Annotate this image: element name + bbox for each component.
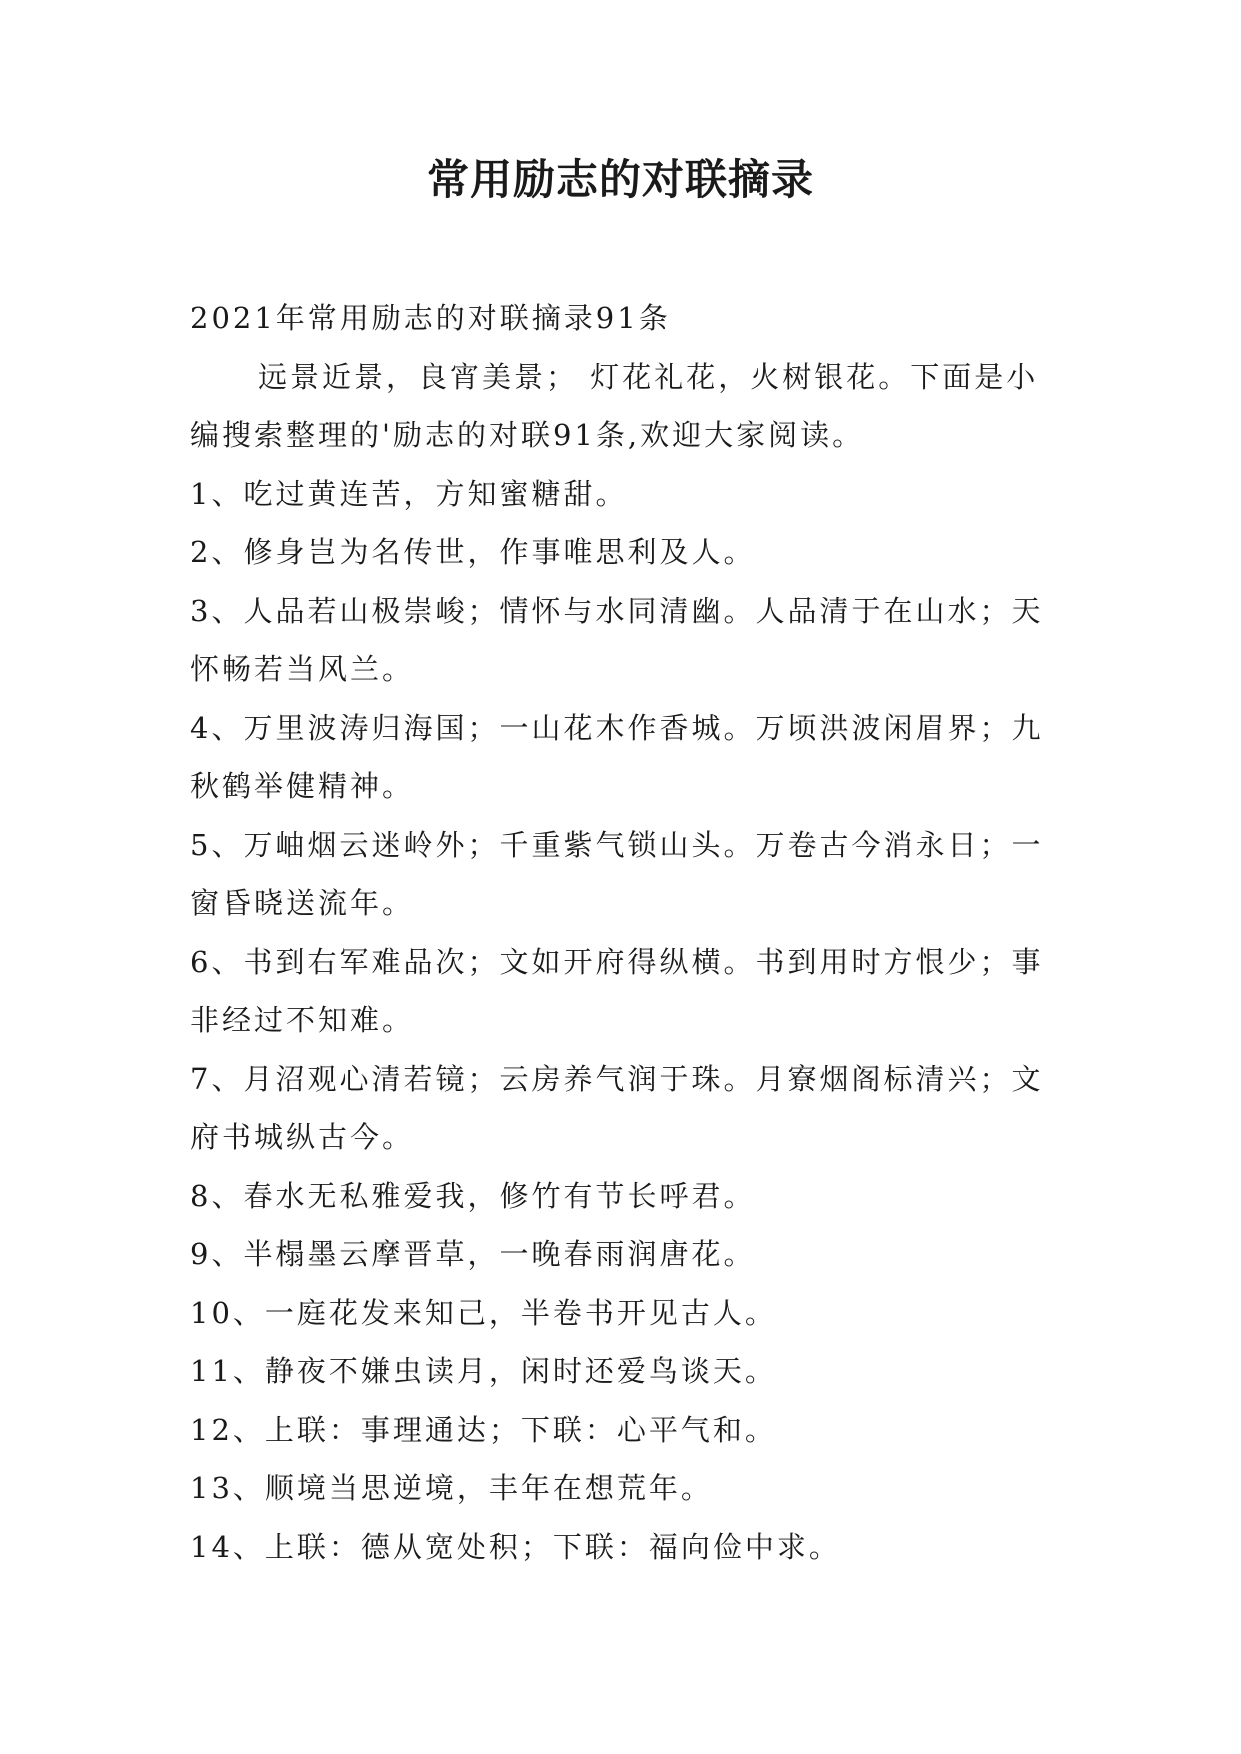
list-item: 1、吃过黄连苦，方知蜜糖甜。	[190, 476, 628, 511]
list-item: 14、上联：德从宽处积；下联：福向俭中求。	[190, 1529, 841, 1564]
list-item: 6、书到右军难品次；文如开府得纵横。书到用时方恨少；事非经过不知难。	[190, 944, 1044, 1037]
subtitle-line: 2021年常用励志的对联摘录91条	[190, 301, 671, 335]
list-item: 10、一庭花发来知己，半卷书开见古人。	[190, 1295, 777, 1330]
list-item: 13、顺境当思逆境，丰年在想荒年。	[190, 1471, 713, 1505]
list-item: 7、月沼观心清若镜；云房养气润于珠。月寮烟阁标清兴；文府书城纵古今。	[190, 1061, 1044, 1154]
list-item: 4、万里波涛归海国；一山花木作香城。万顷洪波闲眉界；九秋鹤举健精神。	[190, 710, 1044, 803]
document-body	[190, 289, 1058, 1576]
page-title: 常用励志的对联摘录	[426, 155, 814, 204]
list-item: 5、万岫烟云迷岭外；千重紫气锁山头。万卷古今消永日；一窗昏晓送流年。	[190, 827, 1044, 920]
list-item: 3、人品若山极崇峻；情怀与水同清幽。人品清于在山水；天怀畅若当风兰。	[190, 593, 1044, 686]
list-item: 12、上联：事理通达；下联：心平气和。	[190, 1412, 777, 1447]
intro-paragraph: 远景近景，良宵美景； 灯花礼花，火树银花。下面是小编搜索整理的'励志的对联91条,欢迎大家阅读。	[190, 359, 1039, 452]
list-item: 9、半榻墨云摩晋草，一晚春雨润唐花。	[190, 1237, 756, 1271]
list-item: 2、修身岂为名传世，作事唯思利及人。	[190, 535, 756, 569]
list-item: 8、春水无私雅爱我，修竹有节长呼君。	[190, 1178, 756, 1213]
list-item: 11、静夜不嫌虫读月，闲时还爱鸟谈天。	[190, 1354, 777, 1388]
